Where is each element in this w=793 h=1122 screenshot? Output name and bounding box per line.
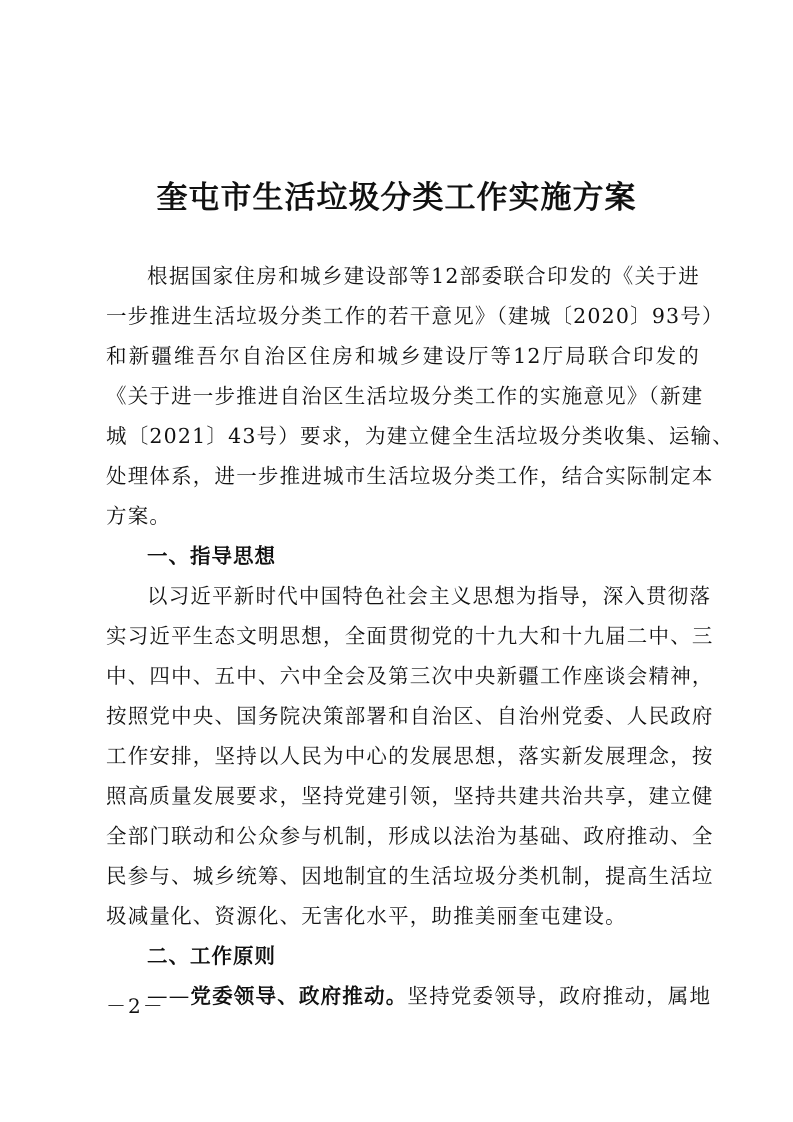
paragraph-line: 方案。 — [106, 504, 172, 528]
section-heading: 二、工作原则 — [147, 944, 276, 968]
paragraph-line: 照高质量发展要求，坚持党建引领，坚持共建共治共享，建立健 — [106, 784, 714, 808]
document-title: 奎屯市生活垃圾分类工作实施方案 — [156, 180, 637, 216]
document-body — [106, 256, 734, 1016]
paragraph-line: 全部门联动和公众参与机制，形成以法治为基础、政府推动、全 — [106, 824, 714, 848]
paragraph-line: 工作安排，坚持以人民为中心的发展思想，落实新发展理念，按 — [106, 744, 714, 768]
paragraph-line: 民参与、城乡统筹、因地制宜的生活垃圾分类机制，提高生活垃 — [106, 864, 714, 888]
paragraph-line: 处理体系，进一步推进城市生活垃圾分类工作，结合实际制定本 — [106, 464, 714, 488]
paragraph-line: 城〔2021〕43号）要求，为建立健全生活垃圾分类收集、运输、 — [106, 424, 734, 448]
paragraph-line: 一步推进生活垃圾分类工作的若干意见》（建城〔2020〕93号） — [106, 304, 724, 328]
principle-title: 党委领导、政府推动。 — [190, 984, 408, 1008]
paragraph-line: 根据国家住房和城乡建设部等12部委联合印发的《关于进 — [147, 264, 700, 288]
paragraph-line: 和新疆维吾尔自治区住房和城乡建设厅等12厅局联合印发的 — [106, 344, 700, 368]
dash-prefix: —— — [147, 984, 191, 1008]
paragraph-line: 实习近平生态文明思想，全面贯彻党的十九大和十九届二中、三 — [106, 624, 714, 648]
paragraph-line: 《关于进一步推进自治区生活垃圾分类工作的实施意见》（新建 — [106, 384, 704, 408]
paragraph-line: 按照党中央、国务院决策部署和自治区、自治州党委、人民政府 — [106, 704, 714, 728]
paragraph-line: 中、四中、五中、六中全会及第三次中央新疆工作座谈会精神， — [106, 664, 714, 688]
section-heading: 一、指导思想 — [147, 544, 276, 568]
paragraph-line — [106, 976, 712, 1016]
paragraph-line: 圾减量化、资源化、无害化水平，助推美丽奎屯建设。 — [106, 904, 627, 928]
page-number: －2－ — [106, 994, 165, 1018]
principle-text: 坚持党委领导，政府推动，属地 — [407, 984, 712, 1008]
paragraph-line: 以习近平新时代中国特色社会主义思想为指导，深入贯彻落 — [147, 584, 712, 608]
